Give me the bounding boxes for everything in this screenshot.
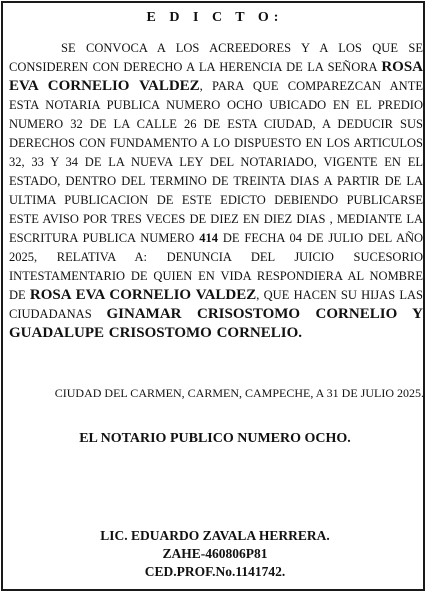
body-text-4: , QUE HACEN SU HIJAS LAS CIUDADANAS: [9, 288, 424, 321]
signature-name: LIC. EDUARDO ZAVALA HERRERA.: [100, 528, 330, 543]
decedent-name: ROSA EVA CORNELIO VALDEZ: [9, 59, 423, 94]
place-date: CIUDAD DEL CARMEN, CARMEN, CAMPECHE, A 31 DE JULIO 2025.: [54, 386, 424, 400]
heirs-names: GINAMAR CRISOSTOMO CORNELIO Y GUADALUPE CRISOSTOMO CORNELIO.: [9, 306, 423, 341]
signature-license: CED.PROF.No.1141742.: [144, 564, 286, 579]
decedent-name-repeat: ROSA EVA CORNELIO VALDEZ: [29, 287, 257, 303]
edict-body: [9, 39, 423, 343]
body-text-3: DE FECHA 04 DE JULIO DEL AÑO 2025, RELATIVA A: DENUNCIA DEL JUICIO SUCESORIO INTESTAMENTARIO DE QUIEN EN VIDA RESPONDIERA AL NOMBRE DE: [9, 231, 424, 302]
body-text-1: SE CONVOCA A LOS ACREEDORES Y A LOS QUE SE CONSIDEREN CON DERECHO A LA HERENCIA DE LA SEÑORA: [9, 41, 423, 74]
signature-rfc: ZAHE-460806P81: [162, 546, 268, 561]
body-text-2: , PARA QUE COMPAREZCAN ANTE ESTA NOTARIA PUBLICA NUMERO OCHO UBICADO EN EL PREDIO NUMERO 32 DE LA CALLE 26 DE ESTA CIUDAD, A DEDUCIR SUS DERECHOS CON FUNDAMENTO A LO DISPUESTO EN LOS ARTICULOS 32, 33 Y 34 DE LA NUEVA LEY DEL NOTARIADO, VIGENTE EN EL ESTADO, DENTRO DEL TERMINO DE TREINTA DIAS A PARTIR DE LA ULTIMA PUBLICACION DE ESTE EDICTO DEBIENDO PUBLICARSE ESTE AVISO POR TRES VECES DE DIEZ EN DIEZ DIAS , MEDIANTE LA ESCRITURA PUBLICA NUMERO: [9, 79, 423, 245]
deed-number: 414: [199, 231, 219, 245]
edict-title: E D I C T O:: [146, 10, 284, 25]
notary-title: EL NOTARIO PUBLICO NUMERO OCHO.: [79, 431, 351, 446]
signature-block: [0, 527, 430, 581]
